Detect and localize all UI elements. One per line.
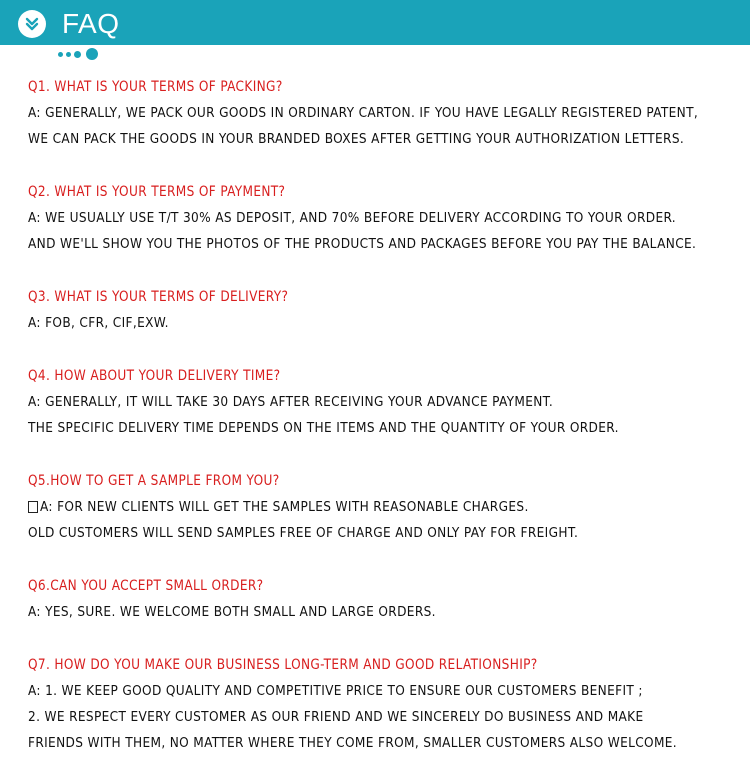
decorative-dots — [58, 47, 101, 61]
faq-answer-7-line-1: A: 1. WE KEEP GOOD QUALITY AND COMPETITIVE PRICE TO ENSURE OUR CUSTOMERS BENEFIT ; — [28, 683, 643, 699]
page-title: FAQ — [62, 8, 120, 39]
faq-answer-3-line-1: A: FOB, CFR, CIF,EXW. — [28, 315, 169, 331]
faq-answer-7-line-2: 2. WE RESPECT EVERY CUSTOMER AS OUR FRIEND AND WE SINCERELY DO BUSINESS AND MAKE — [28, 709, 644, 725]
faq-question-3: Q3. WHAT IS YOUR TERMS OF DELIVERY? — [28, 288, 289, 306]
faq-answer-2-line-1: A: WE USUALLY USE T/T 30% AS DEPOSIT, AND 70% BEFORE DELIVERY ACCORDING TO YOUR ORDER. — [28, 210, 676, 226]
faq-answer-5-line-1 — [28, 499, 529, 515]
faq-answer-6-line-1: A: YES, SURE. WE WELCOME BOTH SMALL AND LARGE ORDERS. — [28, 604, 436, 620]
faq-question-5: Q5.HOW TO GET A SAMPLE FROM YOU? — [28, 472, 280, 490]
faq-answer-7-line-3: FRIENDS WITH THEM, NO MATTER WHERE THEY COME FROM, SMALLER CUSTOMERS ALSO WELCOME. — [28, 735, 678, 751]
faq-question-2: Q2. WHAT IS YOUR TERMS OF PAYMENT? — [28, 183, 286, 201]
faq-question-4: Q4. HOW ABOUT YOUR DELIVERY TIME? — [28, 367, 281, 385]
faq-question-6: Q6.CAN YOU ACCEPT SMALL ORDER? — [28, 577, 264, 595]
faq-answer-1-line-1: A: GENERALLY, WE PACK OUR GOODS IN ORDINARY CARTON. IF YOU HAVE LEGALLY REGISTERED PATENT, — [28, 105, 699, 121]
double-chevron-down-icon — [18, 10, 46, 38]
checkbox-glyph-icon — [28, 501, 38, 513]
faq-answer-5-line-2: OLD CUSTOMERS WILL SEND SAMPLES FREE OF CHARGE AND ONLY PAY FOR FREIGHT. — [28, 525, 579, 541]
faq-answer-4-line-2: THE SPECIFIC DELIVERY TIME DEPENDS ON THE ITEMS AND THE QUANTITY OF YOUR ORDER. — [28, 420, 619, 436]
faq-question-1: Q1. WHAT IS YOUR TERMS OF PACKING? — [28, 78, 283, 96]
faq-question-7: Q7. HOW DO YOU MAKE OUR BUSINESS LONG-TERM AND GOOD RELATIONSHIP? — [28, 656, 538, 674]
faq-answer-2-line-2: AND WE'LL SHOW YOU THE PHOTOS OF THE PRODUCTS AND PACKAGES BEFORE YOU PAY THE BALANCE. — [28, 236, 697, 252]
faq-answer-5-line-1-text: A: FOR NEW CLIENTS WILL GET THE SAMPLES WITH REASONABLE CHARGES. — [40, 499, 529, 515]
faq-answer-1-line-2: WE CAN PACK THE GOODS IN YOUR BRANDED BOXES AFTER GETTING YOUR AUTHORIZATION LETTERS. — [28, 131, 685, 147]
faq-answer-4-line-1: A: GENERALLY, IT WILL TAKE 30 DAYS AFTER RECEIVING YOUR ADVANCE PAYMENT. — [28, 394, 554, 410]
faq-header — [0, 0, 750, 63]
